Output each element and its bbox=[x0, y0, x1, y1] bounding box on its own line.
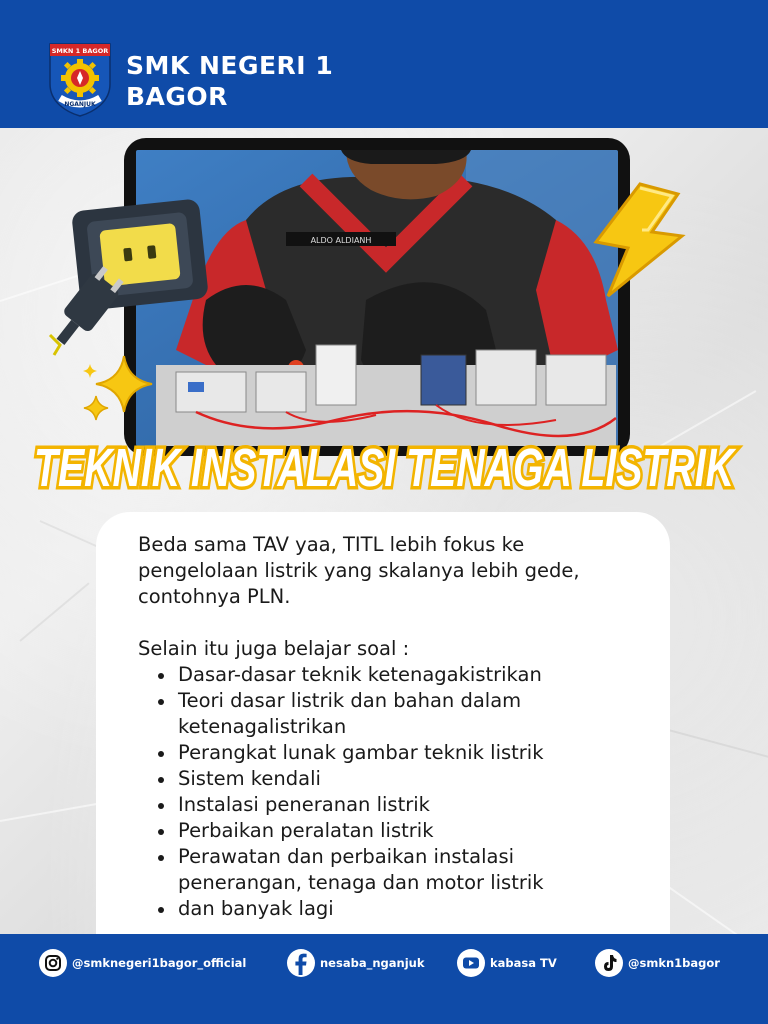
subject-list bbox=[138, 662, 644, 922]
facebook-handle: nesaba_nganjuk bbox=[320, 956, 425, 970]
facebook-icon bbox=[286, 948, 316, 978]
list-item: Teori dasar listrik dan bahan dalam ketenagalistrikan bbox=[138, 688, 644, 740]
major-title bbox=[20, 428, 748, 502]
list-item: Sistem kendali bbox=[138, 766, 644, 792]
list-item: Perbaikan peralatan listrik bbox=[138, 818, 644, 844]
sparkle-icon bbox=[80, 350, 160, 430]
instagram-handle: @smknegeri1bagor_official bbox=[72, 956, 247, 970]
tiktok-icon bbox=[594, 948, 624, 978]
list-item: Perangkat lunak gambar teknik listrik bbox=[138, 740, 644, 766]
list-item: dan banyak lagi bbox=[138, 896, 644, 922]
list-item: Dasar-dasar teknik ketenagakistrikan bbox=[138, 662, 644, 688]
major-title-text: TEKNIK INSTALASI TENAGA LISTRIK bbox=[34, 438, 737, 498]
youtube-icon bbox=[456, 948, 486, 978]
school-name-line2: BAGOR bbox=[126, 82, 228, 111]
list-lead-text: Selain itu juga belajar soal : bbox=[138, 637, 410, 660]
school-logo-icon bbox=[46, 40, 114, 118]
social-tiktok[interactable] bbox=[594, 948, 720, 978]
social-instagram[interactable] bbox=[38, 948, 246, 978]
shirt-label: ALDO ALDIANH bbox=[310, 236, 372, 245]
social-facebook[interactable] bbox=[286, 948, 424, 978]
content-card bbox=[96, 512, 670, 972]
school-name-line1: SMK NEGERI 1 bbox=[126, 51, 334, 80]
lightning-bolt-icon bbox=[580, 180, 690, 300]
intro-text: Beda sama TAV yaa, TITL lebih fokus ke pengelolaan listrik yang skalanya lebih gede, contohnya PLN. bbox=[138, 533, 580, 608]
youtube-handle: kabasa TV bbox=[490, 956, 557, 970]
power-socket-plug-icon bbox=[38, 195, 218, 365]
list-item: Instalasi peneranan listrik bbox=[138, 792, 644, 818]
tiktok-handle: @smkn1bagor bbox=[628, 956, 720, 970]
school-name bbox=[126, 50, 333, 112]
instagram-icon bbox=[38, 948, 68, 978]
list-item: Perawatan dan perbaikan instalasi penerangan, tenaga dan motor listrik bbox=[138, 844, 644, 896]
social-youtube[interactable] bbox=[456, 948, 557, 978]
logo-top-text: SMKN 1 BAGOR bbox=[51, 47, 109, 55]
header-bar bbox=[0, 0, 768, 128]
logo-bottom-text: NGANJUK bbox=[64, 101, 96, 108]
